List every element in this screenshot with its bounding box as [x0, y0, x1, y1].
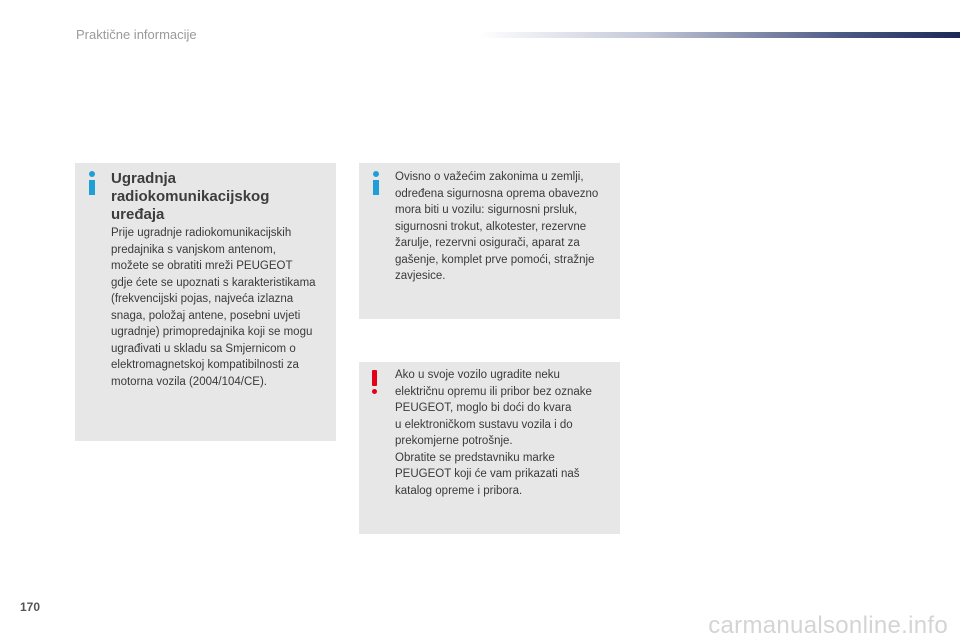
text-line: prekomjerne potrošnje. [395, 435, 513, 447]
equipment-text [395, 169, 617, 285]
text-line: gašenje, komplet prve pomoći, stražnje [395, 253, 595, 266]
text-line: zavjesice. [395, 270, 446, 282]
text-line: ugradnje) primopredajnika koji se mogu [111, 326, 313, 338]
text-line: PEUGEOT, moglo bi doći do kvara [395, 402, 572, 414]
info-icon [371, 171, 381, 197]
text-line: Ako u svoje vozilo ugradite neku [395, 369, 560, 381]
text-line: u elektroničkom sustavu vozila i do [395, 418, 573, 431]
install-heading [111, 170, 331, 224]
text-line: Prije ugradnje radiokomunikacijskih [111, 227, 292, 239]
install-heading-line: Ugradnja [111, 170, 177, 187]
watermark: carmanualsonline.info [708, 612, 948, 639]
text-line: električnu opremu ili pribor bez oznake [395, 385, 592, 398]
text-line: motorna vozila (2004/104/CE). [111, 375, 267, 388]
header-bar [478, 32, 960, 38]
text-line: katalog opreme i pribora. [395, 484, 523, 497]
text-line: snaga, položaj antene, posebni uvjeti [111, 309, 301, 322]
warning-text [395, 367, 617, 499]
text-line: elektromagnetskoj kompatibilnosti za [111, 359, 299, 371]
text-line: predajnika s vanjskom antenom, [111, 243, 276, 256]
warning-icon [370, 370, 380, 396]
text-line: možete se obratiti mreži PEUGEOT [111, 260, 293, 272]
text-line: mora biti u vozilu: sigurnosni prsluk, [395, 204, 578, 216]
page-number: 170 [20, 600, 41, 614]
text-line: gdje ćete se upoznati s karakteristikama [111, 276, 316, 289]
install-heading-line: radiokomunikacijskog [111, 188, 270, 205]
install-heading-line: uređaja [111, 206, 165, 223]
text-line: žarulje, rezervni osigurači, aparat za [395, 237, 580, 249]
text-line: ugrađivati u skladu sa Smjernicom o [111, 342, 296, 355]
text-line: sigurnosni trokut, alkotester, rezervne [395, 220, 587, 233]
text-line: Ovisno o važećim zakonima u zemlji, [395, 171, 584, 183]
install-text [111, 225, 333, 390]
header-title: Praktične informacije [76, 27, 197, 42]
text-line: (frekvencijski pojas, najveća izlazna [111, 293, 294, 305]
text-line: PEUGEOT koji će vam prikazati naš [395, 468, 580, 480]
text-line: određena sigurnosna oprema obavezno [395, 187, 599, 200]
text-line: Obratite se predstavniku marke [395, 451, 555, 464]
info-icon [87, 171, 97, 197]
